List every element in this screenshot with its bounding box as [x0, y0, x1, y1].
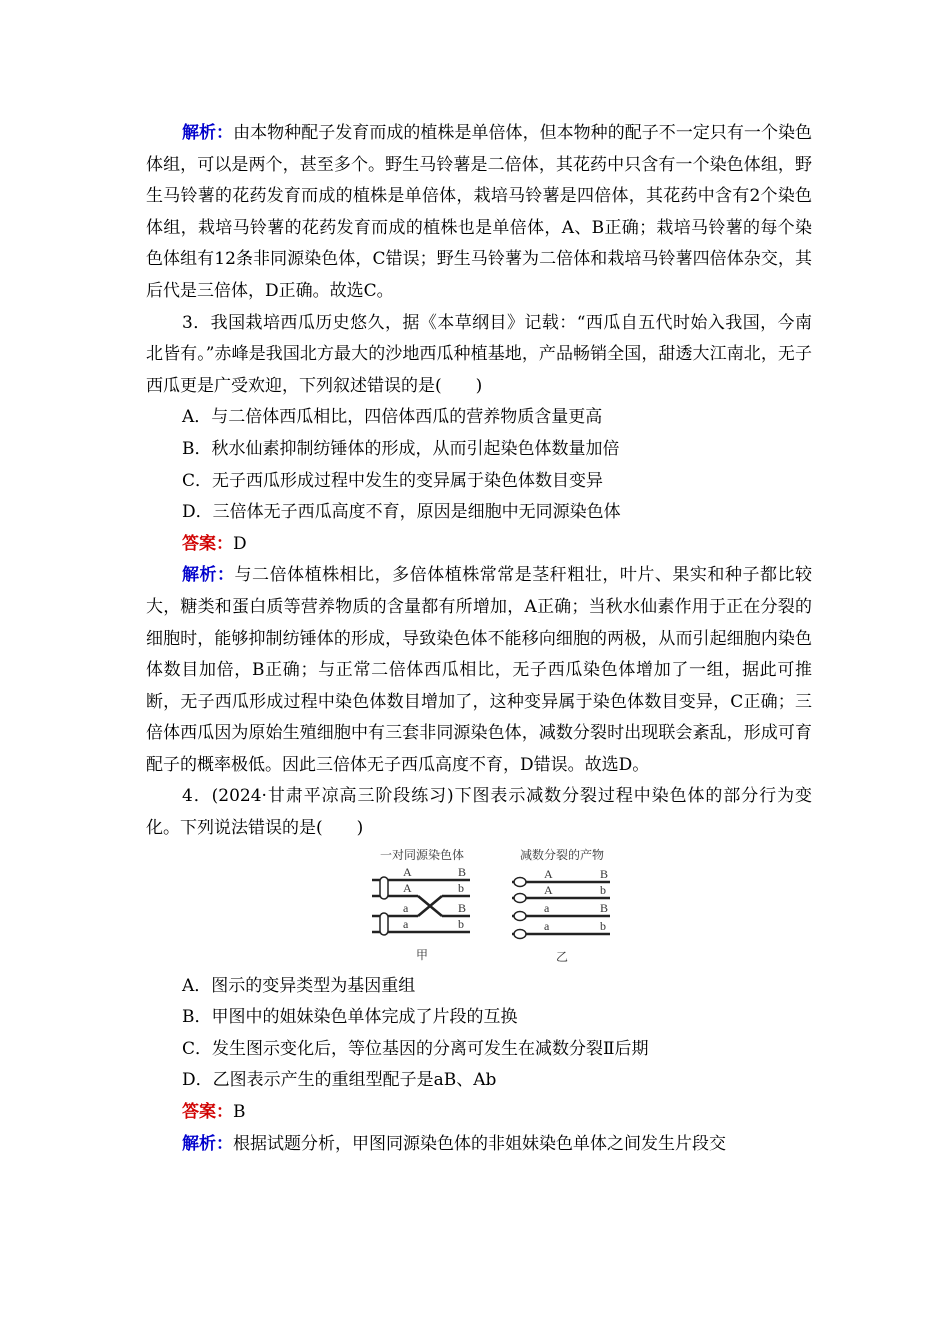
- answer-label: 答案：: [182, 533, 233, 554]
- q4-option-a: A．图示的变异类型为基因重组: [182, 975, 416, 996]
- q4-option-d: D．乙图表示产生的重组型配子是aB、Ab: [182, 1070, 497, 1091]
- left-title: 一对同源染色体: [379, 847, 465, 862]
- answer-value: D: [233, 533, 247, 554]
- document-page: [146, 118, 812, 1160]
- answer-label: 答案：: [182, 1102, 233, 1123]
- answer-value: B: [233, 1102, 246, 1123]
- q3-option-d: D．三倍体无子西瓜高度不育，原因是细胞中无同源染色体: [182, 502, 621, 523]
- gene-label: B: [600, 866, 609, 881]
- explain-label: 解析：: [182, 1133, 233, 1154]
- right-caption: 乙: [555, 949, 569, 964]
- centromere: [514, 893, 526, 902]
- explain-label: 解析：: [182, 565, 235, 586]
- gene-label: B: [458, 900, 467, 915]
- gene-label: A: [403, 864, 412, 879]
- gene-label: b: [600, 882, 606, 897]
- q3-option-a: A．与二倍体西瓜相比，四倍体西瓜的营养物质含量更高: [182, 407, 603, 428]
- gene-label: B: [600, 900, 609, 915]
- q3-stem: 3．我国栽培西瓜历史悠久，据《本草纲目》记载：“西瓜自五代时始入我国，今南北皆有。”赤峰是我国北方最大的沙地西瓜种植基地，产品畅销全国，甜透大江南北，无子西瓜更是广受欢迎，下列叙述错误的是( ): [146, 312, 812, 396]
- explain-label: 解析：: [182, 123, 234, 143]
- gene-label: a: [403, 916, 409, 931]
- centromere: [514, 877, 526, 886]
- explain-text: 根据试题分析，甲图同源染色体的非姐妹染色单体之间发生片段交: [233, 1133, 726, 1154]
- explain-text: 由本物种配子发育而成的植株是单倍体，但本物种的配子不一定只有一个染色体组，可以是两个，甚至多个。野生马铃薯是二倍体，其花药中只含有一个染色体组，野生马铃薯的花药发育而成的植株是单倍体，栽培马铃薯是四倍体，其花药中含有2个染色体组，栽培马铃薯的花药发育而成的植株也是单倍体，A、B正确；栽培马铃薯的每个染色体组有12条非同源染色体，C错误；野生马铃薯为二倍体和栽培马铃薯四倍体杂交，其后代是三倍体，D正确。故选C。: [146, 123, 813, 301]
- chromosome-figure: [146, 847, 812, 965]
- q4-option-b: B．甲图中的姐妹染色单体完成了片段的互换: [182, 1007, 518, 1028]
- gene-label: b: [458, 916, 464, 931]
- centromere: [514, 911, 526, 920]
- q3-option-c: C．无子西瓜形成过程中发生的变异属于染色体数目变异: [182, 470, 604, 491]
- right-title: 减数分裂的产物: [519, 847, 605, 862]
- chromosome-diagram: [370, 847, 620, 965]
- q4-option-c: C．发生图示变化后，等位基因的分离可发生在减数分裂Ⅱ后期: [182, 1038, 649, 1059]
- gene-label: a: [403, 900, 409, 915]
- gene-label: B: [458, 864, 467, 879]
- gene-label: A: [544, 866, 553, 881]
- centromere: [514, 929, 526, 938]
- q3-option-b: B．秋水仙素抑制纺锤体的形成，从而引起染色体数量加倍: [182, 438, 620, 459]
- q4-answer: [146, 1097, 812, 1129]
- gene-label: a: [544, 900, 550, 915]
- gene-label: b: [458, 880, 464, 895]
- q3-explanation: [146, 560, 812, 781]
- explain-text: 与二倍体植株相比，多倍体植株常常是茎秆粗壮，叶片、果实和种子都比较大，糖类和蛋白质等营养物质的含量都有所增加，A正确；当秋水仙素作用于正在分裂的细胞时，能够抑制纺锤体的形成，导致染色体不能移向细胞的两极，从而引起细胞内染色体数目加倍，B正确；与正常二倍体西瓜相比，无子西瓜染色体增加了一组，据此可推断，无子西瓜形成过程中染色体数目增加了，这种变异属于染色体数目变异，C正确；三倍体西瓜因为原始生殖细胞中有三套非同源染色体，减数分裂时出现联会紊乱，形成可育配子的概率极低。因此三倍体无子西瓜高度不育，D错误。故选D。: [146, 565, 813, 775]
- gene-label: A: [544, 882, 553, 897]
- q3-answer: [146, 529, 812, 561]
- gene-label: A: [403, 880, 412, 895]
- q4-stem: 4．(2024·甘肃平凉高三阶段练习)下图表示减数分裂过程中染色体的部分行为变化。下列说法错误的是( ): [146, 786, 812, 839]
- centromere: [380, 877, 388, 899]
- q4-explanation: [146, 1129, 812, 1161]
- left-caption: 甲: [415, 947, 429, 962]
- gene-label: a: [544, 918, 550, 933]
- q2-explanation: [146, 118, 812, 308]
- gene-label: b: [600, 918, 606, 933]
- centromere: [380, 913, 388, 935]
- right-chromatids: [512, 882, 610, 934]
